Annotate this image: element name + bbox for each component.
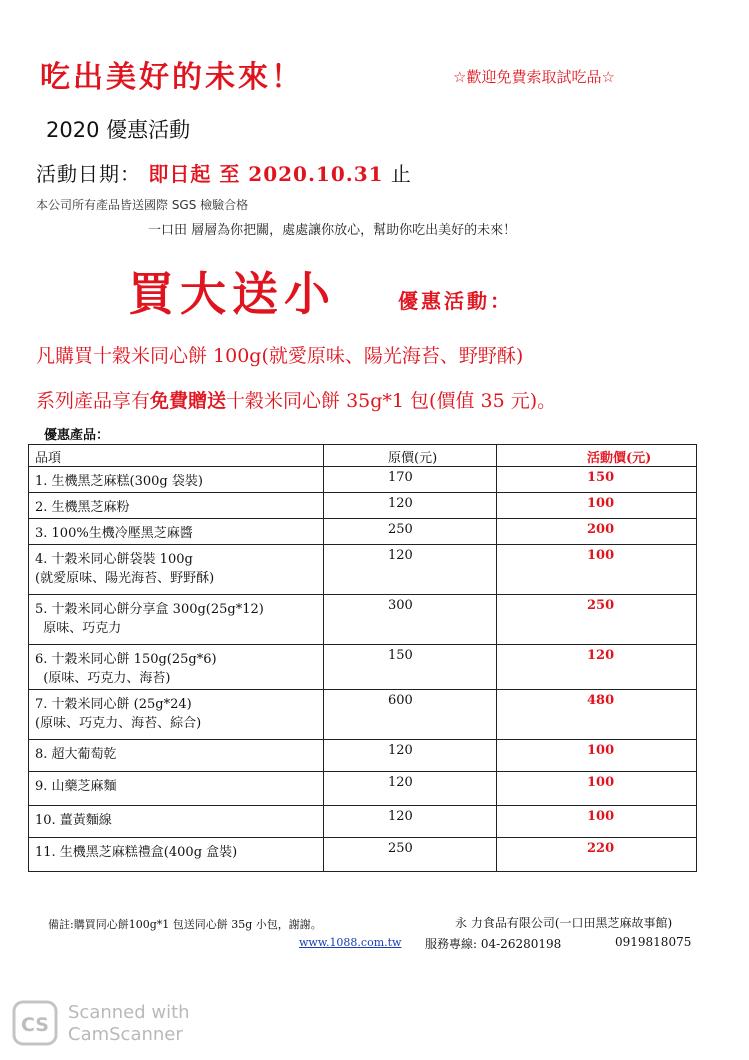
- sale-price: 100: [497, 806, 697, 838]
- date-value: 即日起 至 2020.10.31: [148, 162, 384, 186]
- slogan: 吃出美好的未來！: [40, 60, 304, 95]
- product-name: [29, 493, 324, 519]
- product-name: [29, 467, 324, 493]
- products-table: [28, 444, 697, 872]
- product-variants: (原味、巧克力、海苔): [35, 671, 171, 686]
- sgs-note: 本公司所有產品皆送國際 SGS 檢驗合格: [36, 198, 249, 212]
- products-label: 優惠產品：: [44, 428, 110, 443]
- original-price: 120: [324, 740, 497, 772]
- welcome-note: ☆歡迎免費索取試吃品☆: [453, 68, 615, 86]
- table-row: [29, 519, 697, 545]
- headline-main: 買大送小: [128, 267, 336, 321]
- sale-price: 100: [497, 772, 697, 806]
- product-name-text: 8. 超大葡萄乾: [35, 747, 117, 762]
- header-item: 品項: [29, 445, 324, 467]
- original-price: 600: [324, 690, 497, 740]
- company-name: 永 力食品有限公司(一口田黑芝麻故事館): [455, 916, 673, 930]
- offer-line-1: 凡購買十穀米同心餅 100g(就愛原味、陽光海苔、野野酥): [36, 345, 524, 367]
- product-name-text: 4. 十穀米同心餅袋裝 100g: [35, 552, 193, 567]
- product-name: [29, 690, 324, 740]
- original-price: 250: [324, 519, 497, 545]
- table-row: [29, 806, 697, 838]
- svg-text:CS: CS: [21, 1014, 49, 1036]
- table-header-row: [29, 445, 697, 467]
- sale-price: 100: [497, 740, 697, 772]
- product-name-text: 2. 生機黑芝麻粉: [35, 500, 130, 515]
- offer-text-c: 十穀米同心餅 35g*1 包(價值 35 元)。: [226, 390, 557, 412]
- camscanner-icon: [12, 1000, 58, 1046]
- original-price: 120: [324, 772, 497, 806]
- sale-price: 220: [497, 838, 697, 872]
- sale-price: 200: [497, 519, 697, 545]
- product-variants: (原味、巧克力、海苔、綜合): [35, 716, 202, 731]
- table-row: [29, 740, 697, 772]
- footnote: 備註:購買同心餅100g*1 包送同心餅 35g 小包，謝謝。: [48, 918, 322, 931]
- activity-date: [36, 158, 412, 187]
- offer-line-2: [36, 386, 556, 413]
- product-name: [29, 772, 324, 806]
- product-name: [29, 740, 324, 772]
- sale-price: 100: [497, 493, 697, 519]
- product-name-text: 7. 十穀米同心餅 (25g*24): [35, 697, 192, 712]
- table-row: [29, 772, 697, 806]
- product-name: [29, 519, 324, 545]
- offer-free-gift: 免費贈送: [150, 390, 227, 412]
- product-variants: (就愛原味、陽光海苔、野野酥): [35, 571, 215, 586]
- offer-text-a: 系列產品享有: [36, 390, 151, 412]
- table-row: [29, 690, 697, 740]
- product-name-text: 10. 薑黃麵線: [35, 813, 112, 828]
- header-sale-price: 活動價(元): [497, 445, 697, 467]
- product-name-text: 5. 十穀米同心餅分享盒 300g(25g*12): [35, 602, 264, 617]
- headline-sub: 優惠活動：: [398, 289, 513, 313]
- original-price: 300: [324, 595, 497, 645]
- date-end: 止: [390, 162, 412, 186]
- table-row: [29, 838, 697, 872]
- brand-note: 一口田 層層為你把關，處處讓你放心，幫助你吃出美好的未來！: [148, 223, 517, 238]
- original-price: 120: [324, 545, 497, 595]
- product-name-text: 3. 100%生機冷壓黑芝麻醬: [35, 526, 193, 541]
- original-price: 250: [324, 838, 497, 872]
- sale-price: 100: [497, 545, 697, 595]
- website-link[interactable]: www.1088.com.tw: [299, 936, 402, 949]
- product-name: [29, 545, 324, 595]
- sale-price: 120: [497, 645, 697, 690]
- original-price: 120: [324, 493, 497, 519]
- table-row: [29, 493, 697, 519]
- watermark-text: [68, 1002, 228, 1046]
- sale-price: 150: [497, 467, 697, 493]
- original-price: 150: [324, 645, 497, 690]
- table-row: [29, 545, 697, 595]
- watermark-line-1: Scanned with: [68, 1002, 190, 1023]
- product-variants: 原味、巧克力: [35, 621, 122, 636]
- product-name: [29, 838, 324, 872]
- header-original-price: 原價(元): [324, 445, 497, 467]
- table-row: [29, 595, 697, 645]
- product-name-text: 11. 生機黑芝麻糕禮盒(400g 盒裝): [35, 845, 238, 860]
- product-name: [29, 806, 324, 838]
- service-phone: 服務專線: 04-26280198: [425, 937, 562, 951]
- product-name-text: 6. 十穀米同心餅 150g(25g*6): [35, 652, 217, 667]
- product-name: [29, 595, 324, 645]
- product-name: [29, 645, 324, 690]
- date-label: 活動日期：: [36, 162, 141, 186]
- promo-year-title: 2020 優惠活動: [46, 118, 191, 142]
- product-name-text: 1. 生機黑芝麻糕(300g 袋裝): [35, 474, 203, 489]
- mobile-phone: 0919818075: [615, 935, 692, 949]
- table-row: [29, 467, 697, 493]
- watermark-line-2: CamScanner: [68, 1024, 183, 1045]
- sale-price: 480: [497, 690, 697, 740]
- sale-price: 250: [497, 595, 697, 645]
- original-price: 120: [324, 806, 497, 838]
- original-price: 170: [324, 467, 497, 493]
- table-row: [29, 645, 697, 690]
- product-name-text: 9. 山藥芝麻麵: [35, 779, 117, 794]
